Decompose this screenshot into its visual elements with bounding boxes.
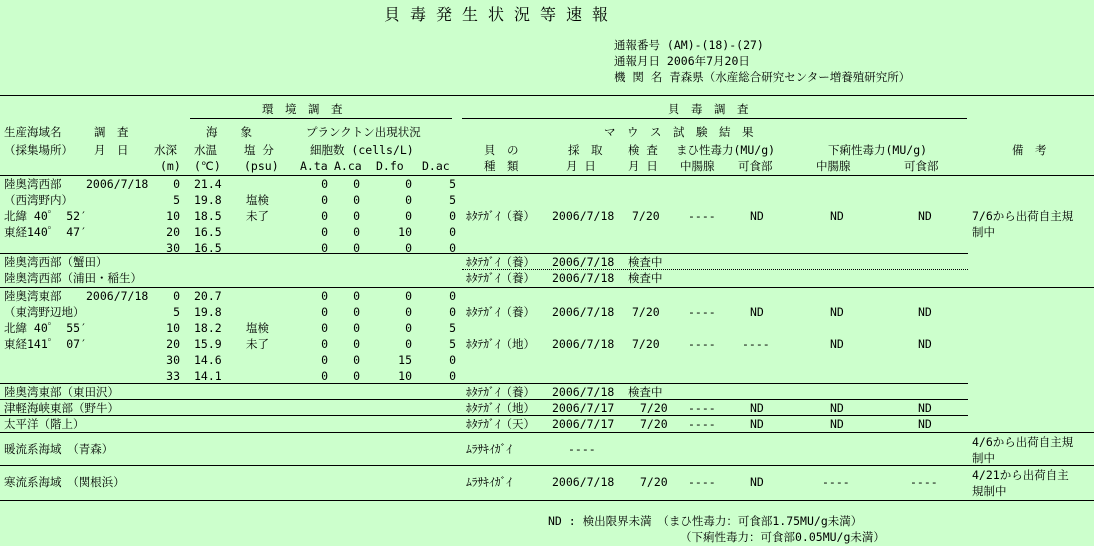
testing-header: 検 査 [628,143,658,157]
dsp-edible-value: ND [918,417,932,431]
area-name: 寒流系海域 （関根浜） [4,475,125,489]
test-date: 7/20 [640,417,668,431]
temp-value: 20.7 [194,289,222,303]
temp-value: 21.4 [194,177,222,191]
temp-value: 16.5 [194,241,222,255]
temp-value: 18.2 [194,321,222,335]
test-date: 7/20 [632,305,660,319]
sampling-header: 採 取 [568,143,603,157]
temp-value: 19.8 [194,193,222,207]
shell-species: ﾎﾀﾃｶﾞｲ（天） [466,417,535,431]
ata-count: 0 [321,241,328,255]
area-name: 陸奥湾西部 [4,177,62,191]
sample-date: 2006/7/18 [552,385,615,399]
remarks-line: 制中 [972,225,995,239]
remarks-line: 規制中 [972,484,1007,498]
salinity-unit: (psu) [244,159,279,173]
depth-value: 20 [166,225,180,239]
row-rule [0,253,968,254]
sample-date: ---- [568,442,596,456]
dac-count: 0 [449,209,456,223]
shell-species: ﾎﾀﾃｶﾞｲ（養） [466,271,535,285]
shell-header: 貝 の [484,143,519,157]
area-name: 陸奥湾東部（東田沢） [4,385,119,399]
salinity-value: 未了 [246,337,269,351]
ata-count: 0 [321,225,328,239]
dsp-gland-header: 中腸腺 [816,159,851,173]
dsp-edible-value: ND [918,209,932,223]
psp-edible-header: 可食部 [738,159,773,173]
header-top-rule [0,95,1094,96]
psp-edible-value: ND [750,475,764,489]
environment-rule [190,118,452,119]
testing-date-header: 月 日 [628,159,658,173]
depth-value: 0 [173,289,180,303]
dfo-count: 0 [405,305,412,319]
survey-header: 調 査 [94,125,129,139]
psp-gland-header: 中腸腺 [680,159,715,173]
psp-gland-value: ---- [688,401,716,415]
temp-value: 16.5 [194,225,222,239]
ata-count: 0 [321,353,328,367]
salinity-value: 塩検 [246,193,269,207]
salinity-value: 未了 [246,209,269,223]
aca-count: 0 [353,353,360,367]
sample-date: 2006/7/18 [552,475,615,489]
area-name-header: 生産海域名 [4,125,62,139]
dac-count: 0 [449,353,456,367]
psp-edible-value: ---- [742,337,770,351]
aca-count: 0 [353,193,360,207]
psp-header: まひ性毒力(MU/g) [676,143,776,157]
area-latitude: 北緯 40゜ 52′ [4,209,87,223]
cell-count-header: 細胞数 (cells/L) [310,143,414,157]
sample-date: 2006/7/17 [552,417,615,431]
test-date: 7/20 [632,337,660,351]
area-longitude: 東経141゜ 07′ [4,337,87,351]
ata-count: 0 [321,305,328,319]
remarks-line: 4/6から出荷自主規 [972,435,1074,449]
area-name: 津軽海峡東部（野牛） [4,401,119,415]
dsp-edible-value: ---- [910,475,938,489]
ata-count: 0 [321,337,328,351]
table-bottom-rule [0,500,1094,501]
depth-value: 33 [166,369,180,383]
report-date: 通報月日 2006年7月20日 [614,54,750,68]
area-sub-header: （採集場所） [4,143,73,157]
status-text: 検査中 [628,255,663,269]
area-longitude: 東経140゜ 47′ [4,225,87,239]
row-rule [462,269,968,270]
psp-edible-value: ND [750,305,764,319]
status-text: 検査中 [628,271,663,285]
survey-date: 2006/7/18 [86,177,149,191]
dfo-count: 0 [405,177,412,191]
dac-count: 5 [449,193,456,207]
status-text: 検査中 [628,385,663,399]
shell-species: ﾑﾗｻｷｲｶﾞｲ [466,442,512,456]
ata-count: 0 [321,369,328,383]
mouse-test-header: マ ウ ス 試 験 結 果 [604,125,754,139]
footnote-dsp: （下痢性毒力：可食部0.05MU/g未満） [680,530,885,544]
dac-count: 0 [449,369,456,383]
depth-value: 10 [166,209,180,223]
depth-value: 10 [166,321,180,335]
sample-date: 2006/7/18 [552,337,615,351]
area-name: 陸奥湾西部（浦田・稲生） [4,271,142,285]
area-latitude: 北緯 40゜ 55′ [4,321,87,335]
shell-species: ﾎﾀﾃｶﾞｲ（養） [466,209,535,223]
row-rule [0,465,1094,466]
depth-unit: (m) [160,159,181,173]
dac-count: 5 [449,337,456,351]
area-location: （東湾野辺地） [4,305,85,319]
shell-species: ﾑﾗｻｷｲｶﾞｲ [466,475,512,489]
dsp-gland-value: ND [830,337,844,351]
dsp-edible-value: ND [918,305,932,319]
report-title: 貝毒発生状況等速報 [384,5,619,24]
shell-species-header: 種 類 [484,159,519,173]
dfo-count: 0 [405,337,412,351]
dfo-count: 10 [398,369,412,383]
dac-count: 0 [449,305,456,319]
temp-unit: (℃) [194,159,221,173]
footnote-nd: ND : 検出限界未満 （まひ性毒力：可食部1.75MU/g未満） [548,514,863,528]
sample-date: 2006/7/17 [552,401,615,415]
salinity-header: 塩 分 [244,143,274,157]
psp-gland-value: ---- [688,305,716,319]
ata-count: 0 [321,321,328,335]
dac-count: 5 [449,177,456,191]
remarks-line: 7/6から出荷自主規 [972,209,1074,223]
dac-count: 0 [449,241,456,255]
shell-species: ﾎﾀﾃｶﾞｲ（地） [466,401,535,415]
row-rule [0,415,968,416]
depth-value: 30 [166,353,180,367]
species-aca-header: A.ca [334,159,362,173]
ata-count: 0 [321,177,328,191]
area-name: 暖流系海域 （青森） [4,442,114,456]
aca-count: 0 [353,337,360,351]
dsp-edible-value: ND [918,401,932,415]
temp-value: 15.9 [194,337,222,351]
remarks-header: 備 考 [1012,143,1047,157]
area-location: （西湾野内） [4,193,73,207]
aca-count: 0 [353,209,360,223]
depth-value: 5 [173,193,180,207]
area-name: 陸奥湾東部 [4,289,62,303]
salinity-value: 塩検 [246,321,269,335]
temp-value: 18.5 [194,209,222,223]
dfo-count: 0 [405,193,412,207]
dsp-edible-header: 可食部 [904,159,939,173]
psp-edible-value: ND [750,209,764,223]
psp-edible-value: ND [750,401,764,415]
area-name: 太平洋（階上） [4,417,85,431]
dfo-count: 0 [405,241,412,255]
area-name: 陸奥湾西部（蟹田） [4,255,108,269]
dsp-edible-value: ND [918,337,932,351]
ata-count: 0 [321,209,328,223]
plankton-header: プランクトン出現状況 [306,125,421,139]
dac-count: 5 [449,321,456,335]
test-date: 7/20 [640,475,668,489]
species-dfo-header: D.fo [376,159,404,173]
sample-date: 2006/7/18 [552,305,615,319]
shellfish-rule [462,118,967,119]
aca-count: 0 [353,305,360,319]
environment-survey-header: 環 境 調 査 [262,102,343,116]
survey-date: 2006/7/18 [86,289,149,303]
psp-gland-value: ---- [688,337,716,351]
temp-value: 14.6 [194,353,222,367]
aca-count: 0 [353,225,360,239]
temp-header: 水温 [194,143,217,157]
ata-count: 0 [321,289,328,303]
dsp-gland-value: ND [830,417,844,431]
aca-count: 0 [353,369,360,383]
row-rule [0,399,968,400]
depth-value: 0 [173,177,180,191]
sampling-date-header: 月 日 [566,159,596,173]
depth-header: 水深 [154,143,177,157]
row-rule [0,383,968,384]
depth-value: 20 [166,337,180,351]
temp-value: 19.8 [194,305,222,319]
depth-value: 5 [173,305,180,319]
row-rule [0,287,1094,288]
ocean-header: 海 象 [206,125,252,139]
aca-count: 0 [353,241,360,255]
dfo-count: 10 [398,225,412,239]
dsp-gland-value: ND [830,209,844,223]
aca-count: 0 [353,289,360,303]
dfo-count: 0 [405,289,412,303]
agency-name: 機 関 名 青森県（水産総合研究センター増養殖研究所） [614,70,911,84]
psp-gland-value: ---- [688,417,716,431]
sample-date: 2006/7/18 [552,209,615,223]
sample-date: 2006/7/18 [552,271,615,285]
shellfish-survey-header: 貝 毒 調 査 [668,102,749,116]
report-number: 通報番号 (AM)-(18)-(27) [614,38,764,52]
test-date: 7/20 [632,209,660,223]
dfo-count: 0 [405,209,412,223]
shell-species: ﾎﾀﾃｶﾞｲ（養） [466,255,535,269]
psp-gland-value: ---- [688,475,716,489]
remarks-line: 4/21から出荷自主 [972,468,1069,482]
month-day-header: 月 日 [94,143,129,157]
dsp-gland-value: ND [830,305,844,319]
species-dac-header: D.ac [422,159,450,173]
aca-count: 0 [353,177,360,191]
remarks-line: 制中 [972,451,995,465]
aca-count: 0 [353,321,360,335]
dsp-gland-value: ---- [822,475,850,489]
sample-date: 2006/7/18 [552,255,615,269]
dfo-count: 15 [398,353,412,367]
shell-species: ﾎﾀﾃｶﾞｲ（養） [466,385,535,399]
shell-species: ﾎﾀﾃｶﾞｲ（地） [466,337,535,351]
header-bottom-rule [0,175,1094,176]
shell-species: ﾎﾀﾃｶﾞｲ（養） [466,305,535,319]
dac-count: 0 [449,289,456,303]
psp-gland-value: ---- [688,209,716,223]
species-ata-header: A.ta [300,159,328,173]
test-date: 7/20 [640,401,668,415]
row-rule [0,432,1094,433]
depth-value: 30 [166,241,180,255]
psp-edible-value: ND [750,417,764,431]
ata-count: 0 [321,193,328,207]
dfo-count: 0 [405,321,412,335]
dsp-header: 下痢性毒力(MU/g) [828,143,928,157]
dsp-gland-value: ND [830,401,844,415]
temp-value: 14.1 [194,369,222,383]
dac-count: 0 [449,225,456,239]
